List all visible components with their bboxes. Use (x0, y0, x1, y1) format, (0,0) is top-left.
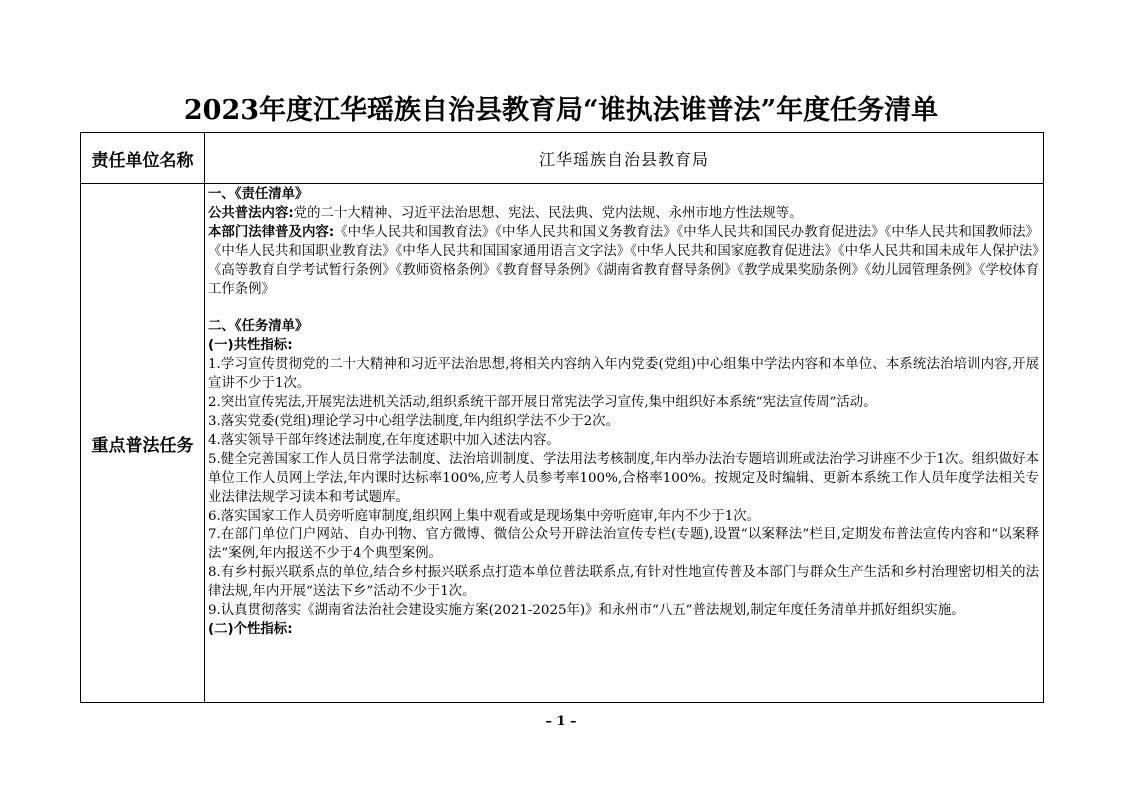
list-item: 2.突出宣传宪法,开展宪法进机关活动,组织系统干部开展日常宪法学习宣传,集中组织好本系统“宪法宣传周”活动。 (208, 395, 877, 411)
list-item: 4.落实领导干部年终述法制度,在年度述职中加入述法内容。 (208, 432, 560, 448)
dept-label: 本部门法律普及内容: (208, 224, 335, 240)
unit-name: 江华瑶族自治县教育局 (205, 133, 1044, 184)
individual-heading: (二)个性指标: (208, 621, 293, 637)
page-number: – 1 – (545, 714, 577, 729)
table-row (81, 184, 1044, 703)
list-item: 9.认真贯彻落实《湖南省法治社会建设实施方案(2021-2025年)》和永州市“八五”普法规划,制定年度任务清单并抓好组织实施。 (208, 603, 965, 619)
section-heading: 二、《任务清单》 (208, 319, 309, 335)
unit-label: 责任单位名称 (81, 133, 205, 184)
list-item: 3.落实党委(党组)理论学习中心组学法制度,年内组织学法不少于2次。 (208, 413, 619, 429)
list-item: 6.落实国家工作人员旁听庭审制度,组织网上集中观看或是现场集中旁听庭审,年内不少于1次。 (208, 508, 761, 524)
common-heading: (一)共性指标: (208, 338, 293, 354)
tasks-label: 重点普法任务 (81, 184, 205, 703)
dept-content (208, 224, 1039, 300)
dept-text: 《中华人民共和国教育法》《中华人民共和国义务教育法》《中华人民共和国民办教育促进法》《中华人民共和国教师法》《中华人民共和国职业教育法》《中华人民共和国国家通用语言文字法》《中华人民共和国家庭教育促进法》《中华人民共和国未成年人保护法》《高等教育自学考试暂行条例》《教师资格条例》《教育督导条例》《湖南省教育督导条例》《教学成果奖励条例》《幼儿园管理条例》《学校体育工作条例》 (208, 224, 1039, 297)
task-table (80, 132, 1044, 703)
list-item: 5.健全完善国家工作人员日常学法制度、法治培训制度、学法用法考核制度,年内举办法治专题培训班或法治学习讲座不少于1次。组织做好本单位工作人员网上学法,年内课时达标率100%,应考人员参考率100%,合格率100%。按规定及时编辑、更新本系统工作人员年度学法相关专业法律法规学习读本和考试题库。 (208, 451, 1039, 505)
section-heading: 一、《责任清单》 (208, 187, 309, 202)
public-label: 公共普法内容: (208, 205, 294, 221)
public-text: 党的二十大精神、习近平法治思想、宪法、民法典、党内法规、永州市地方性法规等。 (293, 205, 803, 221)
public-content (208, 205, 1039, 224)
table-row (81, 133, 1044, 184)
tasks-content (205, 184, 1044, 703)
list-item: 8.有乡村振兴联系点的单位,结合乡村振兴联系点打造本单位普法联系点,有针对性地宣传普及本部门与群众生产生活和乡村治理密切相关的法律法规,年内开展“送法下乡”活动不少于1次。 (208, 565, 1039, 600)
list-item: 1.学习宣传贯彻党的二十大精神和习近平法治思想,将相关内容纳入年内党委(党组)中心组集中学法内容和本单位、本系统法治培训内容,开展宣讲不少于1次。 (208, 357, 1039, 392)
document-title: 2023年度江华瑶族自治县教育局“谁执法谁普法”年度任务清单 (183, 95, 939, 126)
list-item: 7.在部门单位门户网站、自办刊物、官方微博、微信公众号开辟法治宣传专栏(专题),设置“以案释法”栏目,定期发布普法宣传内容和“以案释法”案例,年内报送不少于4个典型案例。 (208, 527, 1039, 562)
